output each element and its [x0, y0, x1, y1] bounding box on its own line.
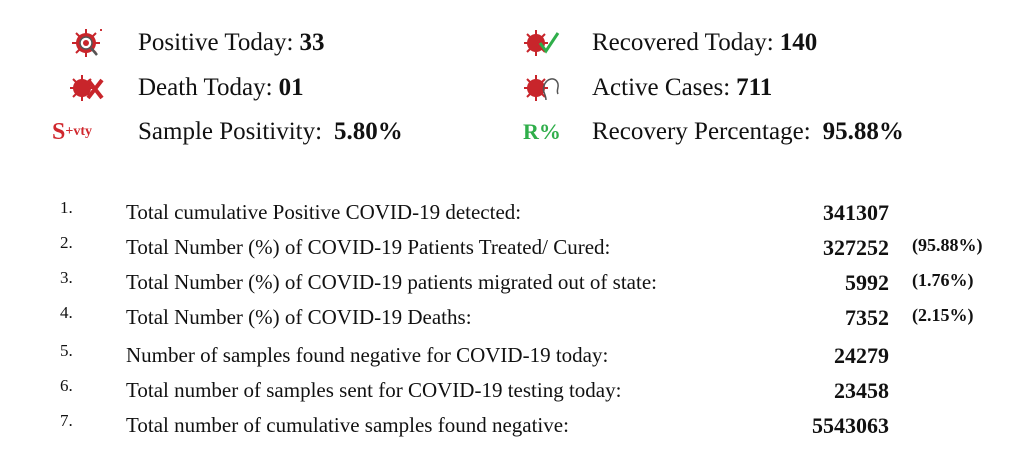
row-label: Total number of samples sent for COVID-19 testing today: [126, 378, 622, 402]
positivity-label: Sample Positivity: [138, 118, 323, 145]
row-label: Total cumulative Positive COVID-19 detected: [126, 200, 522, 224]
row-percentage: (2.15%) [912, 305, 974, 325]
table-row [0, 233, 1024, 269]
recovered-label: Recovered Today: [592, 29, 774, 56]
sample-positivity-icon [52, 116, 110, 148]
row-value: 7352 [845, 305, 889, 330]
death-value: 01 [278, 74, 304, 101]
table-row [0, 411, 1024, 447]
stat-recovery-percentage [520, 116, 904, 148]
positivity-icon-main: S [52, 118, 66, 145]
row-label: Total Number (%) of COVID-19 Deaths: [126, 305, 472, 329]
recovery-label: Recovery Percentage: [592, 118, 811, 145]
active-value: 711 [736, 74, 773, 101]
row-label: Total Number (%) of COVID-19 patients migrated out of state: [126, 270, 657, 294]
stat-positive-today [66, 27, 324, 59]
positive-label: Positive Today: [138, 29, 294, 56]
table-row [0, 303, 1024, 339]
row-value: 327252 [823, 235, 889, 260]
row-value: 5543063 [812, 413, 889, 438]
stat-death-today [66, 72, 304, 104]
row-number: 4. [60, 303, 73, 322]
row-percentage: (95.88%) [912, 235, 983, 255]
recovery-percentage-icon: R% [523, 119, 561, 144]
row-percentage: (1.76%) [912, 270, 974, 290]
row-value: 341307 [823, 200, 889, 225]
row-label: Number of samples found negative for COVID-19 today: [126, 343, 609, 367]
row-number: 6. [60, 376, 73, 395]
positivity-value: 5.80% [334, 118, 403, 145]
table-row [0, 198, 1024, 234]
recovery-value: 95.88% [822, 118, 904, 145]
table-row [0, 376, 1024, 412]
row-label: Total Number (%) of COVID-19 Patients Treated/ Cured: [126, 235, 611, 259]
row-number: 2. [60, 233, 73, 252]
stat-recovered-today [520, 27, 817, 59]
row-number: 7. [60, 411, 73, 430]
virus-head-icon [520, 72, 564, 104]
active-label: Active Cases: [592, 74, 731, 101]
table-row [0, 341, 1024, 377]
row-value: 5992 [845, 270, 889, 295]
row-value: 23458 [834, 378, 889, 403]
row-value: 24279 [834, 343, 889, 368]
row-label: Total number of cumulative samples found negative: [126, 413, 569, 437]
recovered-value: 140 [779, 29, 818, 56]
virus-magnifier-icon [66, 27, 110, 59]
death-label: Death Today: [138, 74, 273, 101]
row-number: 3. [60, 268, 73, 287]
table-row [0, 268, 1024, 304]
positive-value: 33 [299, 29, 325, 56]
positivity-icon-sup: +vty [65, 124, 92, 139]
row-number: 1. [60, 198, 73, 217]
stat-active-cases [520, 72, 772, 104]
virus-check-icon [520, 27, 564, 59]
virus-cross-icon [66, 72, 110, 104]
row-number: 5. [60, 341, 73, 360]
stat-sample-positivity [52, 116, 403, 148]
